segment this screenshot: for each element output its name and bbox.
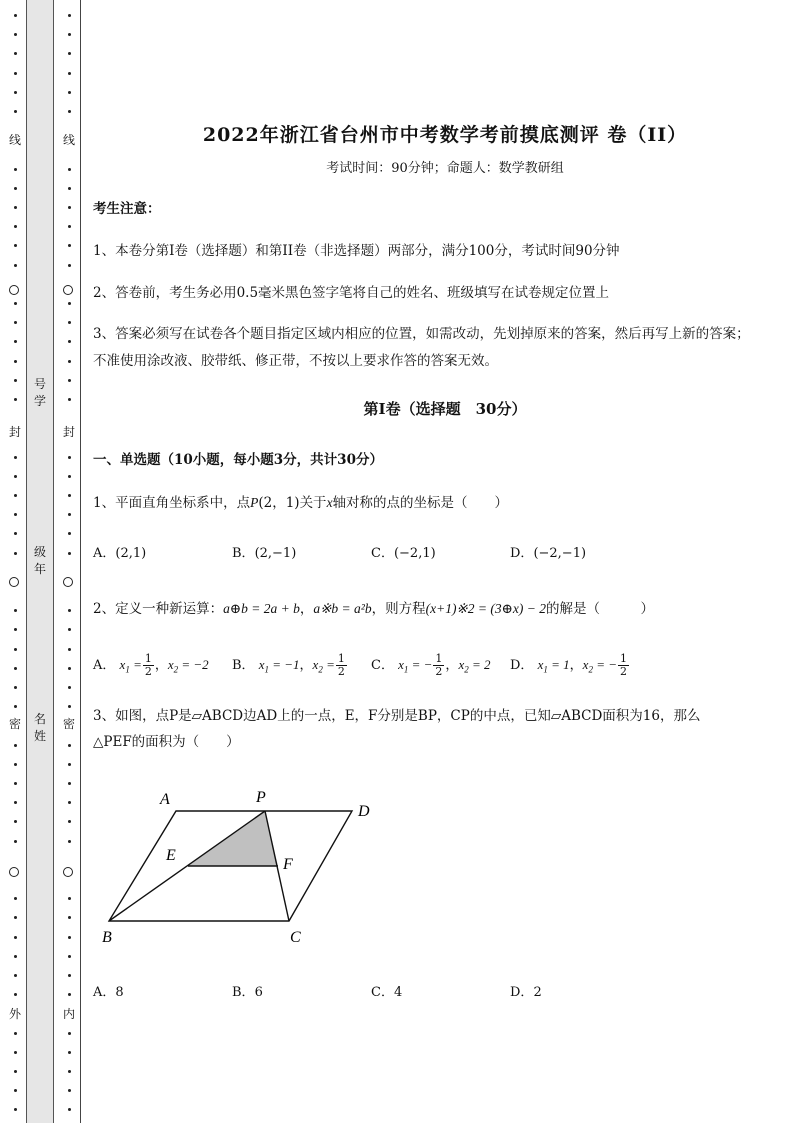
binding-dot [14, 552, 17, 555]
binding-dot [14, 897, 17, 900]
margin-divider [80, 0, 81, 1123]
binding-dot [14, 33, 17, 36]
binding-dot [68, 763, 71, 766]
binding-dot [68, 648, 71, 651]
student-number-label: 号学 [33, 377, 46, 408]
margin-word-seal: 封 [8, 425, 21, 439]
q2-option-d[interactable]: D． $x_1 = 1$，$x_2$ = − $\frac{1}{2}$ [510, 652, 627, 678]
q1-option-b[interactable]: B．(2,−1) [232, 546, 297, 561]
binding-dot [68, 840, 71, 843]
binding-dot [14, 532, 17, 535]
label-p: P [256, 789, 266, 806]
binding-dot [68, 168, 71, 171]
binding-dot [68, 820, 71, 823]
q2-option-c[interactable]: C． $x_1$ = − $\frac{1}{2}$ ，$x_2 = 2$ [371, 652, 491, 678]
binding-dot [68, 91, 71, 94]
binding-dot [68, 667, 71, 670]
margin-word-secret: 密 [62, 717, 75, 731]
binding-dot [68, 52, 71, 55]
binding-dot [68, 456, 71, 459]
binding-dot [68, 552, 71, 555]
section-title: 第I卷（选择题 30分） [363, 400, 527, 418]
binding-dot [68, 72, 71, 75]
binding-dot [14, 763, 17, 766]
binding-dot [68, 14, 71, 17]
binding-dot [68, 1089, 71, 1092]
parallelogram-figure [96, 780, 386, 950]
binding-dot [14, 244, 17, 247]
binding-dot [68, 744, 71, 747]
binding-dot [68, 705, 71, 708]
triangle-pef-shaded [188, 811, 278, 866]
name-label: 名姓 [33, 712, 46, 743]
q2-option-a[interactable]: A． $x_1$ = $\frac{1}{2}$ ，$x_2 = -2$ [93, 652, 209, 678]
margin-word-seal: 封 [62, 425, 75, 439]
label-c: C [290, 929, 301, 946]
binding-dot [14, 916, 17, 919]
binding-circle-mark [63, 285, 73, 295]
notice-item-2: 2、答卷前，考生务必用0.5毫米黑色签字笔将自己的姓名、班级填写在试卷规定位置上 [93, 285, 610, 301]
fraction-one-half: $\frac{1}{2}$ [337, 652, 345, 678]
grade-label: 级年 [33, 545, 46, 576]
binding-dot [14, 321, 17, 324]
binding-dot [68, 398, 71, 401]
binding-dot [14, 225, 17, 228]
binding-dot [68, 782, 71, 785]
binding-dot [14, 782, 17, 785]
binding-circle-mark [63, 867, 73, 877]
binding-dot [14, 974, 17, 977]
binding-dot [68, 475, 71, 478]
binding-dot [68, 974, 71, 977]
binding-dot [68, 33, 71, 36]
binding-dot [68, 264, 71, 267]
binding-dot [14, 340, 17, 343]
margin-word-line: 线 [62, 133, 75, 147]
binding-dot [68, 897, 71, 900]
fraction-one-half: $\frac{1}{2}$ [144, 652, 152, 678]
binding-dot [14, 955, 17, 958]
binding-dot [68, 686, 71, 689]
binding-dot [14, 667, 17, 670]
binding-dot [68, 225, 71, 228]
q3-option-b[interactable]: B．6 [232, 985, 263, 1000]
binding-dot [14, 72, 17, 75]
binding-dot [68, 494, 71, 497]
binding-dot [14, 1070, 17, 1073]
binding-dot [68, 1108, 71, 1111]
binding-dot [14, 993, 17, 996]
binding-dot [14, 609, 17, 612]
binding-dot [68, 532, 71, 535]
binding-dot [68, 360, 71, 363]
binding-dot [14, 744, 17, 747]
q3-option-a[interactable]: A．8 [93, 985, 124, 1000]
margin-word-line: 线 [8, 133, 21, 147]
question-3-stem-line-2: △PEF的面积为（ ） [93, 734, 240, 750]
binding-dot [68, 340, 71, 343]
binding-circle-mark [9, 867, 19, 877]
binding-dot [14, 1089, 17, 1092]
binding-dot [14, 168, 17, 171]
binding-dot [14, 1051, 17, 1054]
binding-dot [68, 110, 71, 113]
binding-dot [14, 648, 17, 651]
binding-dot [14, 1108, 17, 1111]
binding-dot [14, 398, 17, 401]
question-3-stem-line-1: 3、如图，点P是▱ABCD边AD上的一点，E，F分别是BP，CP的中点，已知▱ABCD面积为16，那么 [93, 708, 701, 724]
binding-dot [68, 206, 71, 209]
binding-dot [68, 916, 71, 919]
binding-circle-mark [9, 285, 19, 295]
question-1-stem: 1、平面直角坐标系中，点P(2，1)关于x轴对称的点的坐标是（ ） [93, 495, 509, 511]
binding-dot [14, 360, 17, 363]
binding-dot [14, 91, 17, 94]
label-b: B [102, 929, 112, 946]
margin-word-secret: 密 [8, 717, 21, 731]
binding-dot [14, 302, 17, 305]
q3-option-d[interactable]: D．2 [510, 985, 542, 1000]
binding-dot [68, 1070, 71, 1073]
q2-option-b[interactable]: B． $x_1 = -1$，$x_2$ = $\frac{1}{2}$ [232, 652, 345, 678]
binding-dot [68, 801, 71, 804]
outer-dotted-binding-line [8, 0, 22, 1123]
binding-dot [68, 244, 71, 247]
binding-dot [68, 1032, 71, 1035]
exam-subtitle: 考试时间：90分钟；命题人：数学教研组 [326, 161, 564, 176]
inner-dotted-binding-line [62, 0, 76, 1123]
q1-option-d[interactable]: D．(−2,−1) [510, 546, 587, 561]
notice-item-3: 3、答案必须写在试卷各个题目指定区域内相应的位置，如需改动，先划掉原来的答案，然后再写上新的答案；不准使用涂改液、胶带纸、修正带，不按以上要求作答的答案无效。 [93, 326, 750, 369]
q3-option-c[interactable]: C．4 [371, 985, 403, 1000]
exam-title: 2022年浙江省台州市中考数学考前摸底测评 卷（II） [202, 124, 688, 146]
notice-item-1: 1、本卷分第I卷（选择题）和第II卷（非选择题）两部分，满分100分，考试时间90分钟 [93, 243, 620, 259]
binding-dot [14, 801, 17, 804]
binding-dot [14, 110, 17, 113]
binding-dot [68, 609, 71, 612]
binding-dot [14, 936, 17, 939]
binding-dot [14, 820, 17, 823]
fraction-one-half: $\frac{1}{2}$ [619, 652, 627, 678]
binding-dot [14, 475, 17, 478]
binding-dot [14, 52, 17, 55]
binding-dot [68, 513, 71, 516]
notice-heading: 考生注意： [93, 201, 161, 217]
binding-dot [14, 206, 17, 209]
binding-dot [68, 321, 71, 324]
part-heading: 一、单选题（10小题，每小题3分，共计30分） [93, 452, 383, 468]
margin-word-outside: 外 [8, 1007, 21, 1021]
label-a: A [160, 791, 170, 808]
binding-dot [14, 628, 17, 631]
margin-word-inside: 内 [62, 1007, 75, 1021]
binding-dot [68, 993, 71, 996]
binding-dot [14, 513, 17, 516]
binding-dot [14, 840, 17, 843]
q1-option-a[interactable]: A．(2,1) [93, 546, 147, 561]
binding-dot [14, 264, 17, 267]
binding-dot [14, 379, 17, 382]
label-e: E [166, 847, 176, 864]
binding-dot [68, 628, 71, 631]
binding-dot [14, 686, 17, 689]
binding-circle-mark [9, 577, 19, 587]
binding-dot [14, 705, 17, 708]
binding-dot [14, 1032, 17, 1035]
label-d: D [358, 803, 370, 820]
binding-dot [68, 302, 71, 305]
binding-dot [14, 456, 17, 459]
binding-dot [68, 187, 71, 190]
binding-dot [14, 14, 17, 17]
binding-dot [68, 955, 71, 958]
question-2-stem: 2、定义一种新运算：a⊕b = 2a + b，a※b = a²b，则方程(x+1)※2 = (3⊕x) − 2的解是（ ） [93, 601, 655, 617]
binding-dot [68, 1051, 71, 1054]
binding-circle-mark [63, 577, 73, 587]
fraction-one-half: $\frac{1}{2}$ [435, 652, 443, 678]
label-f: F [283, 856, 293, 873]
binding-dot [14, 494, 17, 497]
q1-option-c[interactable]: C．(−2,1) [371, 546, 436, 561]
binding-dot [68, 379, 71, 382]
binding-dot [14, 187, 17, 190]
binding-dot [68, 936, 71, 939]
